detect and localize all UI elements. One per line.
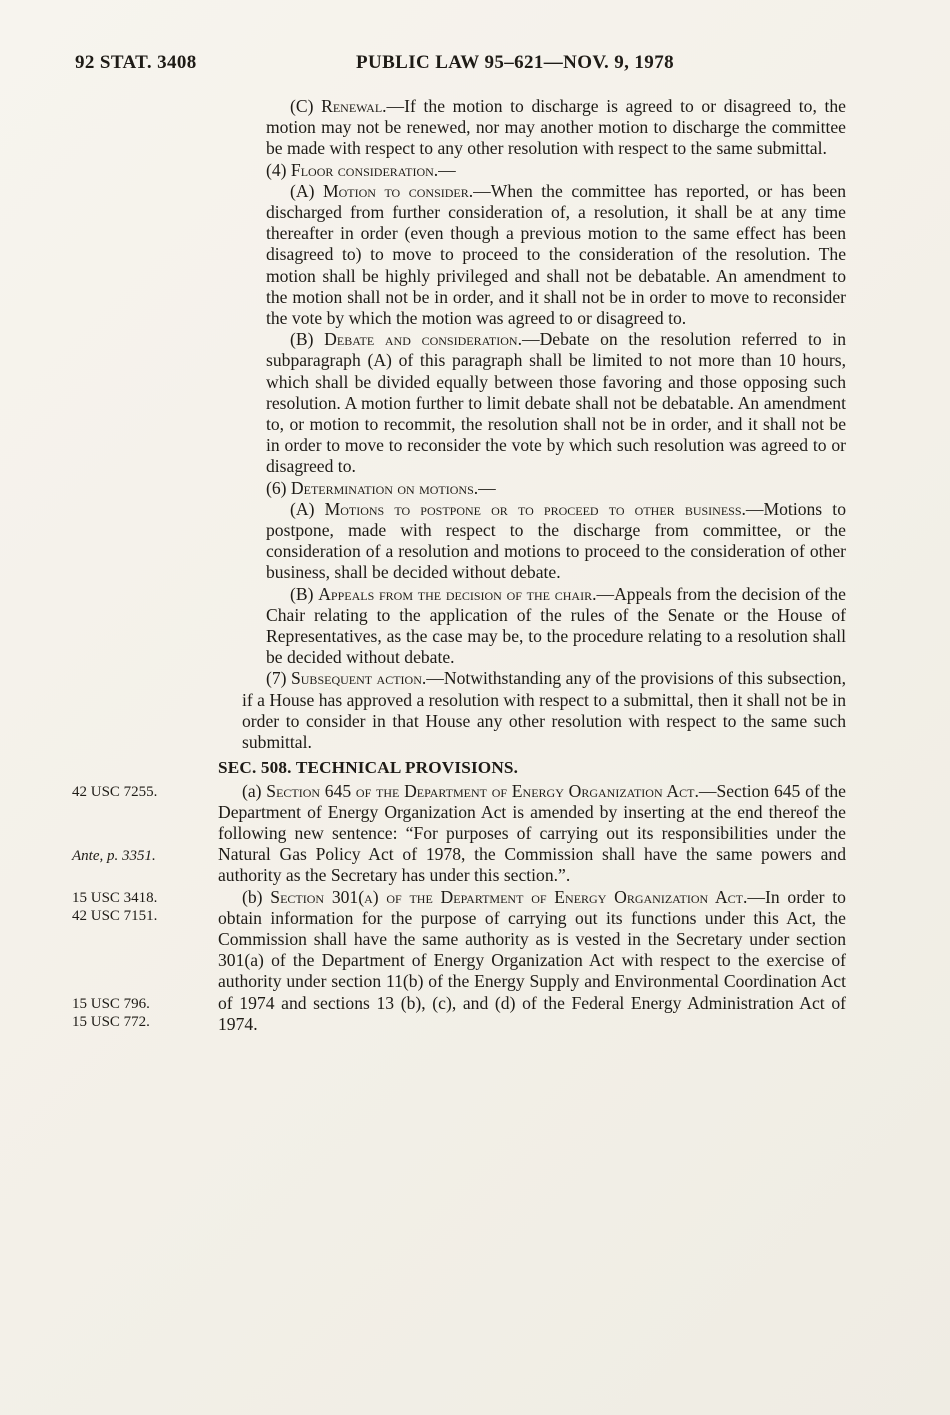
page-header xyxy=(0,52,950,76)
body-paragraphs xyxy=(72,96,847,1035)
text-run: (B) xyxy=(290,329,325,350)
text-run: .—Notwithstanding any of the provisions of this subsection, if a House has approved a resolution with respect to a submittal, then it shall not be in order to consider in that House any other resolution with respect to the same such submittal. xyxy=(242,668,847,753)
statute-page-number: 92 STAT. 3408 xyxy=(75,52,197,73)
clause-6A-motions-to-postpone xyxy=(218,499,846,584)
smallcaps-run: Debate and consideration xyxy=(324,329,518,350)
smallcaps-run: Determination on motions xyxy=(290,477,474,498)
law-title: PUBLIC LAW 95–621—NOV. 9, 1978 xyxy=(356,52,674,73)
smallcaps-run: Subsequent action xyxy=(290,668,422,689)
clause-4A-motion-to-consider xyxy=(218,181,846,329)
smallcaps-run: Motions to postpone or to proceed to other business xyxy=(324,498,742,519)
text-run: (6) xyxy=(266,477,291,498)
text-run: (A) xyxy=(290,498,325,519)
margin-note-line: 15 USC 796. xyxy=(72,995,150,1012)
text-run: .—Debate on the resolution referred to in subparagraph (A) of this paragraph shall be limited to not more than 10 hours, which shall be divided equally between those favoring and those opposing such resolution. A motion further to limit debate shall not be debatable. An amendment to, or motion to recommit, the resolution shall not be in order, and it shall not be in order to move to reconsider the vote by which such resolution was agreed to or disagreed to. xyxy=(266,329,847,477)
margin-note xyxy=(72,847,210,866)
text-run: .—Motions to postpone, made with respect to the discharge from committee, or the consideration of a resolution and motions to proceed to the consideration of other business, shall be decided without debate. xyxy=(266,498,846,583)
text-run: .—In order to obtain information for the purpose of carrying out its functions under this Act, the Commission shall have the same authority as is vested in the Secretary under section 301(a) of the Department of Energy Organization Act with respect to the exercise of authority under section 11(b) of the Energy Supply and Environmental Coordination Act of 1974 and sections 13 (b), (c), and (d) of the Federal Energy Administration Act of 1974. xyxy=(218,886,846,1034)
margin-note-line: 42 USC 7255. xyxy=(72,783,158,800)
paragraph-4-floor-consideration xyxy=(218,160,846,181)
text-run: .— xyxy=(473,477,496,498)
smallcaps-run: Section 301(a) of the Department of Energy Organization Act xyxy=(270,886,743,907)
clause-4B-debate-and-consideration xyxy=(218,329,846,477)
margin-note-line: 15 USC 772. xyxy=(72,1014,150,1031)
paragraph-7-subsequent-action xyxy=(218,668,846,753)
margin-note xyxy=(72,995,210,1032)
clause-6B-appeals-from-chair xyxy=(218,584,846,669)
smallcaps-run: Floor consideration xyxy=(290,159,434,180)
smallcaps-run: Renewal xyxy=(321,96,383,116)
text-run: .—Section 645 of the Department of Energy Organization Act is amended by inserting at the end thereof the following new sentence: “For purposes of carrying out its responsibilities under the Natural Gas Policy Act of 1978, the Commission shall have the same powers and authority as the Secretary has under this section.”. xyxy=(218,780,846,886)
text-run: .— xyxy=(433,159,456,180)
margin-note-line: 42 USC 7151. xyxy=(72,908,158,925)
text-run: (C) xyxy=(290,96,322,116)
text-run: (b) xyxy=(242,886,271,907)
margin-note xyxy=(72,783,210,802)
text-run: .—Appeals from the decision of the Chair relating to the application of the rules of the Senate or the House of Representatives, as the case may be, to the procedure relating to a resolution shall be decided without debate. xyxy=(266,583,846,668)
sec-508-heading xyxy=(218,757,846,778)
clause-C-renewal xyxy=(218,96,846,160)
margin-note xyxy=(72,889,210,926)
subsection-a-section-645 xyxy=(72,780,846,887)
text-run: (4) xyxy=(266,159,291,180)
text-run: (B) xyxy=(290,583,319,604)
text-run: (7) xyxy=(266,668,291,689)
margin-note-line: 15 USC 3418. xyxy=(72,889,158,906)
smallcaps-run: Motion to consider xyxy=(322,180,469,201)
text-run: .—If the motion to discharge is agreed to or disagreed to, the motion may not be renewed, nor may another motion to discharge the committee be made with respect to any other resolution with respect to the same submittal. xyxy=(266,96,846,159)
margin-note-line: Ante, p. 3351. xyxy=(72,847,156,864)
text-run: (A) xyxy=(290,180,323,201)
text-run: .—When the committee has reported, or has been discharged from further consideration of, a resolution, it shall be at any time thereafter in order (even though a previous motion to the same effect has been disagreed to) to move to proceed to the consideration of the resolution. The motion shall be highly privileged and shall not be debatable. An amendment to the motion shall not be in order, and it shall not be in order to move to reconsider the vote by which the motion was agreed to or disagreed to. xyxy=(266,180,846,329)
text-run: SEC. 508. TECHNICAL PROVISIONS. xyxy=(218,758,519,778)
text-run: (a) xyxy=(242,780,267,801)
smallcaps-run: Section 645 of the Department of Energy Organization Act xyxy=(266,780,695,801)
paragraph-6-determination-on-motions xyxy=(218,478,846,499)
subsection-b-section-301a xyxy=(72,886,846,1035)
smallcaps-run: Appeals from the decision of the chair xyxy=(318,583,593,604)
